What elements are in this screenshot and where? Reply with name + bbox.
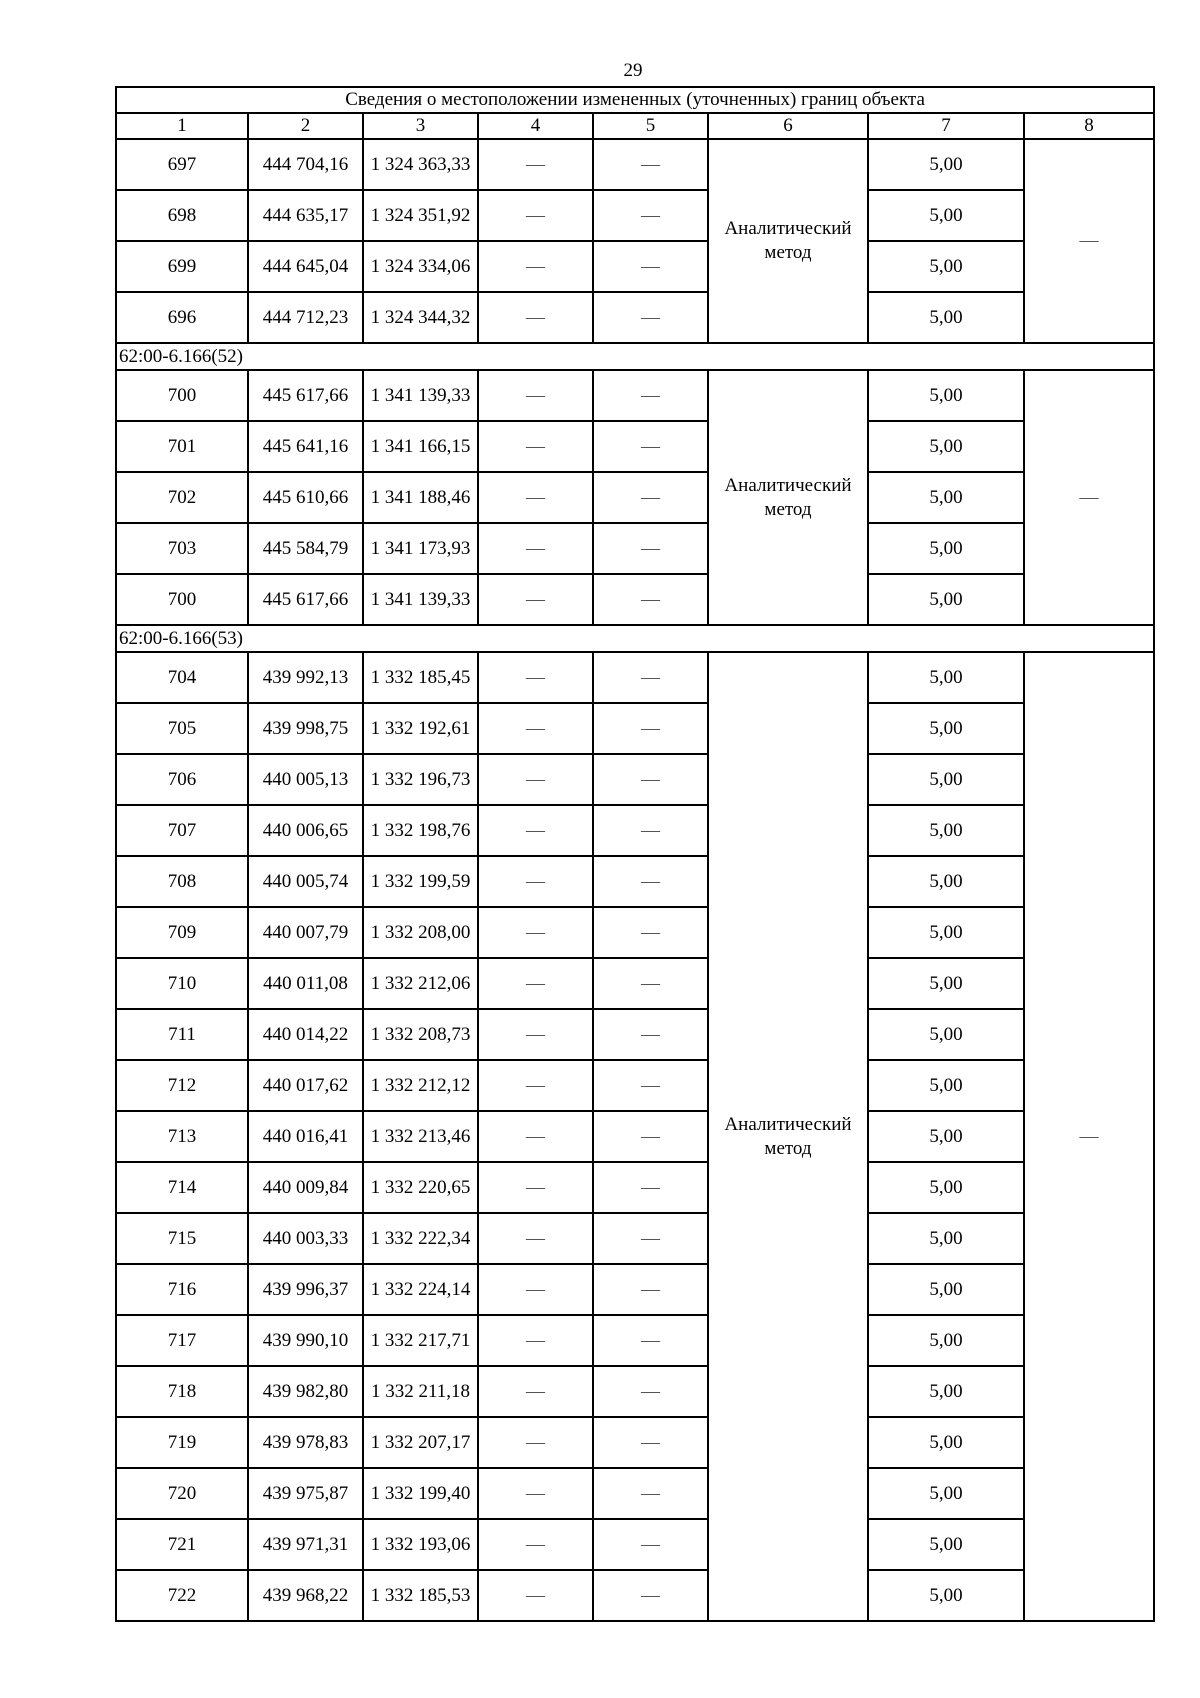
- accuracy-cell: 5,00: [868, 1519, 1024, 1570]
- x-coordinate-cell: 439 996,37: [248, 1264, 363, 1315]
- table-row: [116, 292, 1154, 343]
- column-5-dash-cell: —: [593, 652, 708, 703]
- column-number: 2: [248, 113, 363, 139]
- y-coordinate-cell: 1 341 173,93: [363, 523, 478, 574]
- column-4-dash-cell: —: [478, 856, 593, 907]
- column-4-dash-cell: —: [478, 421, 593, 472]
- column-4-dash-cell: —: [478, 1315, 593, 1366]
- x-coordinate-cell: 440 011,08: [248, 958, 363, 1009]
- column-4-dash-cell: —: [478, 652, 593, 703]
- point-number-cell: 711: [116, 1009, 248, 1060]
- column-5-dash-cell: —: [593, 139, 708, 190]
- y-coordinate-cell: 1 341 139,33: [363, 370, 478, 421]
- y-coordinate-cell: 1 332 208,73: [363, 1009, 478, 1060]
- section-header-row: [116, 343, 1154, 370]
- column-number: 1: [116, 113, 248, 139]
- x-coordinate-cell: 439 992,13: [248, 652, 363, 703]
- column-4-dash-cell: —: [478, 370, 593, 421]
- column-5-dash-cell: —: [593, 1366, 708, 1417]
- accuracy-cell: 5,00: [868, 1417, 1024, 1468]
- column-5-dash-cell: —: [593, 856, 708, 907]
- point-number-cell: 715: [116, 1213, 248, 1264]
- table-row: [116, 1060, 1154, 1111]
- y-coordinate-cell: 1 332 222,34: [363, 1213, 478, 1264]
- y-coordinate-cell: 1 332 185,53: [363, 1570, 478, 1621]
- method-line-1: Аналитический: [724, 474, 852, 496]
- y-coordinate-cell: 1 324 363,33: [363, 139, 478, 190]
- column-4-dash-cell: —: [478, 703, 593, 754]
- column-4-dash-cell: —: [478, 472, 593, 523]
- x-coordinate-cell: 444 704,16: [248, 139, 363, 190]
- column-8-dash-cell: —: [1024, 139, 1154, 343]
- x-coordinate-cell: 439 978,83: [248, 1417, 363, 1468]
- page-number: 29: [623, 60, 643, 81]
- section-header: 62:00-6.166(53): [116, 625, 1154, 652]
- table-row: [116, 703, 1154, 754]
- method-cell: [708, 139, 868, 343]
- column-4-dash-cell: —: [478, 907, 593, 958]
- x-coordinate-cell: 445 617,66: [248, 574, 363, 625]
- y-coordinate-cell: 1 332 185,45: [363, 652, 478, 703]
- point-number-cell: 699: [116, 241, 248, 292]
- column-4-dash-cell: —: [478, 292, 593, 343]
- column-4-dash-cell: —: [478, 1417, 593, 1468]
- method-line-2: метод: [764, 242, 812, 263]
- x-coordinate-cell: 445 641,16: [248, 421, 363, 472]
- column-5-dash-cell: —: [593, 1111, 708, 1162]
- y-coordinate-cell: 1 332 196,73: [363, 754, 478, 805]
- boundary-coordinates-table: [115, 86, 1155, 1622]
- column-5-dash-cell: —: [593, 805, 708, 856]
- point-number-cell: 719: [116, 1417, 248, 1468]
- column-number: 7: [868, 113, 1024, 139]
- table-row: [116, 1468, 1154, 1519]
- column-5-dash-cell: —: [593, 472, 708, 523]
- y-coordinate-cell: 1 324 351,92: [363, 190, 478, 241]
- column-5-dash-cell: —: [593, 523, 708, 574]
- y-coordinate-cell: 1 332 207,17: [363, 1417, 478, 1468]
- accuracy-cell: 5,00: [868, 1468, 1024, 1519]
- method-cell: [708, 370, 868, 625]
- point-number-cell: 716: [116, 1264, 248, 1315]
- column-5-dash-cell: —: [593, 754, 708, 805]
- table-row: [116, 523, 1154, 574]
- table-row: [116, 1519, 1154, 1570]
- column-5-dash-cell: —: [593, 1570, 708, 1621]
- column-4-dash-cell: —: [478, 1009, 593, 1060]
- accuracy-cell: 5,00: [868, 703, 1024, 754]
- x-coordinate-cell: 440 017,62: [248, 1060, 363, 1111]
- column-4-dash-cell: —: [478, 1213, 593, 1264]
- accuracy-cell: 5,00: [868, 958, 1024, 1009]
- point-number-cell: 710: [116, 958, 248, 1009]
- table-row: [116, 1366, 1154, 1417]
- table-row: [116, 805, 1154, 856]
- column-4-dash-cell: —: [478, 1468, 593, 1519]
- y-coordinate-cell: 1 341 188,46: [363, 472, 478, 523]
- accuracy-cell: 5,00: [868, 856, 1024, 907]
- x-coordinate-cell: 440 014,22: [248, 1009, 363, 1060]
- column-5-dash-cell: —: [593, 1519, 708, 1570]
- table-row: [116, 1264, 1154, 1315]
- column-4-dash-cell: —: [478, 241, 593, 292]
- column-5-dash-cell: —: [593, 292, 708, 343]
- column-5-dash-cell: —: [593, 1060, 708, 1111]
- point-number-cell: 720: [116, 1468, 248, 1519]
- y-coordinate-cell: 1 332 212,06: [363, 958, 478, 1009]
- column-4-dash-cell: —: [478, 958, 593, 1009]
- column-number: 6: [708, 113, 868, 139]
- x-coordinate-cell: 439 998,75: [248, 703, 363, 754]
- table-row: [116, 856, 1154, 907]
- column-5-dash-cell: —: [593, 421, 708, 472]
- accuracy-cell: 5,00: [868, 1060, 1024, 1111]
- section-header-row: [116, 625, 1154, 652]
- table-title-row: [116, 87, 1154, 113]
- column-5-dash-cell: —: [593, 703, 708, 754]
- accuracy-cell: 5,00: [868, 1315, 1024, 1366]
- accuracy-cell: 5,00: [868, 907, 1024, 958]
- table-row: [116, 241, 1154, 292]
- accuracy-cell: 5,00: [868, 1366, 1024, 1417]
- accuracy-cell: 5,00: [868, 574, 1024, 625]
- point-number-cell: 721: [116, 1519, 248, 1570]
- table-row: [116, 652, 1154, 703]
- point-number-cell: 722: [116, 1570, 248, 1621]
- column-5-dash-cell: —: [593, 574, 708, 625]
- x-coordinate-cell: 439 971,31: [248, 1519, 363, 1570]
- x-coordinate-cell: 444 712,23: [248, 292, 363, 343]
- point-number-cell: 706: [116, 754, 248, 805]
- table-row: [116, 1417, 1154, 1468]
- point-number-cell: 707: [116, 805, 248, 856]
- accuracy-cell: 5,00: [868, 1264, 1024, 1315]
- table-row: [116, 190, 1154, 241]
- column-number: 5: [593, 113, 708, 139]
- y-coordinate-cell: 1 332 199,59: [363, 856, 478, 907]
- column-5-dash-cell: —: [593, 190, 708, 241]
- point-number-cell: 697: [116, 139, 248, 190]
- point-number-cell: 700: [116, 574, 248, 625]
- y-coordinate-cell: 1 332 199,40: [363, 1468, 478, 1519]
- point-number-cell: 701: [116, 421, 248, 472]
- y-coordinate-cell: 1 324 334,06: [363, 241, 478, 292]
- point-number-cell: 704: [116, 652, 248, 703]
- column-5-dash-cell: —: [593, 1213, 708, 1264]
- y-coordinate-cell: 1 332 193,06: [363, 1519, 478, 1570]
- point-number-cell: 712: [116, 1060, 248, 1111]
- column-5-dash-cell: —: [593, 1315, 708, 1366]
- accuracy-cell: 5,00: [868, 190, 1024, 241]
- y-coordinate-cell: 1 332 212,12: [363, 1060, 478, 1111]
- point-number-cell: 696: [116, 292, 248, 343]
- column-4-dash-cell: —: [478, 1519, 593, 1570]
- y-coordinate-cell: 1 332 213,46: [363, 1111, 478, 1162]
- accuracy-cell: 5,00: [868, 472, 1024, 523]
- column-number-row: [116, 113, 1154, 139]
- column-5-dash-cell: —: [593, 1264, 708, 1315]
- table-row: [116, 1009, 1154, 1060]
- method-line-1: Аналитический: [724, 218, 852, 239]
- accuracy-cell: 5,00: [868, 370, 1024, 421]
- y-coordinate-cell: 1 324 344,32: [363, 292, 478, 343]
- column-4-dash-cell: —: [478, 1264, 593, 1315]
- x-coordinate-cell: 440 007,79: [248, 907, 363, 958]
- table-row: [116, 1111, 1154, 1162]
- column-4-dash-cell: —: [478, 805, 593, 856]
- column-5-dash-cell: —: [593, 1417, 708, 1468]
- point-number-cell: 713: [116, 1111, 248, 1162]
- accuracy-cell: 5,00: [868, 652, 1024, 703]
- x-coordinate-cell: 440 005,13: [248, 754, 363, 805]
- column-5-dash-cell: —: [593, 1162, 708, 1213]
- column-4-dash-cell: —: [478, 754, 593, 805]
- table-row: [116, 1213, 1154, 1264]
- column-4-dash-cell: —: [478, 574, 593, 625]
- x-coordinate-cell: 444 635,17: [248, 190, 363, 241]
- x-coordinate-cell: 445 584,79: [248, 523, 363, 574]
- x-coordinate-cell: 440 016,41: [248, 1111, 363, 1162]
- accuracy-cell: 5,00: [868, 1162, 1024, 1213]
- column-4-dash-cell: —: [478, 523, 593, 574]
- x-coordinate-cell: 439 990,10: [248, 1315, 363, 1366]
- column-5-dash-cell: —: [593, 1468, 708, 1519]
- accuracy-cell: 5,00: [868, 754, 1024, 805]
- x-coordinate-cell: 444 645,04: [248, 241, 363, 292]
- column-8-dash-cell: —: [1024, 652, 1154, 1621]
- point-number-cell: 700: [116, 370, 248, 421]
- column-5-dash-cell: —: [593, 241, 708, 292]
- method-cell: [708, 652, 868, 1621]
- y-coordinate-cell: 1 332 217,71: [363, 1315, 478, 1366]
- point-number-cell: 708: [116, 856, 248, 907]
- accuracy-cell: 5,00: [868, 139, 1024, 190]
- table-row: [116, 958, 1154, 1009]
- point-number-cell: 703: [116, 523, 248, 574]
- point-number-cell: 714: [116, 1162, 248, 1213]
- y-coordinate-cell: 1 332 208,00: [363, 907, 478, 958]
- column-4-dash-cell: —: [478, 1570, 593, 1621]
- y-coordinate-cell: 1 341 166,15: [363, 421, 478, 472]
- table-row: [116, 1315, 1154, 1366]
- x-coordinate-cell: 439 982,80: [248, 1366, 363, 1417]
- table-row: [116, 370, 1154, 421]
- column-5-dash-cell: —: [593, 907, 708, 958]
- y-coordinate-cell: 1 332 192,61: [363, 703, 478, 754]
- table-row: [116, 139, 1154, 190]
- accuracy-cell: 5,00: [868, 241, 1024, 292]
- table-row: [116, 754, 1154, 805]
- accuracy-cell: 5,00: [868, 1570, 1024, 1621]
- table-row: [116, 907, 1154, 958]
- table-row: [116, 472, 1154, 523]
- column-5-dash-cell: —: [593, 370, 708, 421]
- column-4-dash-cell: —: [478, 139, 593, 190]
- accuracy-cell: 5,00: [868, 523, 1024, 574]
- table-title: Сведения о местоположении измененных (уточненных) границ объекта: [116, 87, 1154, 113]
- accuracy-cell: 5,00: [868, 805, 1024, 856]
- point-number-cell: 702: [116, 472, 248, 523]
- method-line-1: Аналитический: [724, 1113, 852, 1135]
- x-coordinate-cell: 445 617,66: [248, 370, 363, 421]
- y-coordinate-cell: 1 332 224,14: [363, 1264, 478, 1315]
- column-5-dash-cell: —: [593, 1009, 708, 1060]
- x-coordinate-cell: 439 968,22: [248, 1570, 363, 1621]
- column-4-dash-cell: —: [478, 1060, 593, 1111]
- x-coordinate-cell: 440 003,33: [248, 1213, 363, 1264]
- accuracy-cell: 5,00: [868, 421, 1024, 472]
- accuracy-cell: 5,00: [868, 292, 1024, 343]
- x-coordinate-cell: 440 009,84: [248, 1162, 363, 1213]
- column-4-dash-cell: —: [478, 190, 593, 241]
- y-coordinate-cell: 1 332 198,76: [363, 805, 478, 856]
- x-coordinate-cell: 440 006,65: [248, 805, 363, 856]
- column-8-dash-cell: —: [1024, 370, 1154, 625]
- column-number: 4: [478, 113, 593, 139]
- x-coordinate-cell: 445 610,66: [248, 472, 363, 523]
- column-number: 8: [1024, 113, 1154, 139]
- point-number-cell: 709: [116, 907, 248, 958]
- y-coordinate-cell: 1 341 139,33: [363, 574, 478, 625]
- table-row: [116, 421, 1154, 472]
- point-number-cell: 698: [116, 190, 248, 241]
- method-line-2: метод: [764, 498, 812, 520]
- column-number: 3: [363, 113, 478, 139]
- point-number-cell: 705: [116, 703, 248, 754]
- point-number-cell: 718: [116, 1366, 248, 1417]
- accuracy-cell: 5,00: [868, 1213, 1024, 1264]
- table-row: [116, 1570, 1154, 1621]
- column-4-dash-cell: —: [478, 1111, 593, 1162]
- column-5-dash-cell: —: [593, 958, 708, 1009]
- column-4-dash-cell: —: [478, 1366, 593, 1417]
- y-coordinate-cell: 1 332 211,18: [363, 1366, 478, 1417]
- table-row: [116, 1162, 1154, 1213]
- accuracy-cell: 5,00: [868, 1111, 1024, 1162]
- table-row: [116, 574, 1154, 625]
- point-number-cell: 717: [116, 1315, 248, 1366]
- table-body: [116, 87, 1154, 1621]
- accuracy-cell: 5,00: [868, 1009, 1024, 1060]
- column-4-dash-cell: —: [478, 1162, 593, 1213]
- y-coordinate-cell: 1 332 220,65: [363, 1162, 478, 1213]
- method-line-2: метод: [764, 1137, 812, 1159]
- x-coordinate-cell: 440 005,74: [248, 856, 363, 907]
- section-header: 62:00-6.166(52): [116, 343, 1154, 370]
- x-coordinate-cell: 439 975,87: [248, 1468, 363, 1519]
